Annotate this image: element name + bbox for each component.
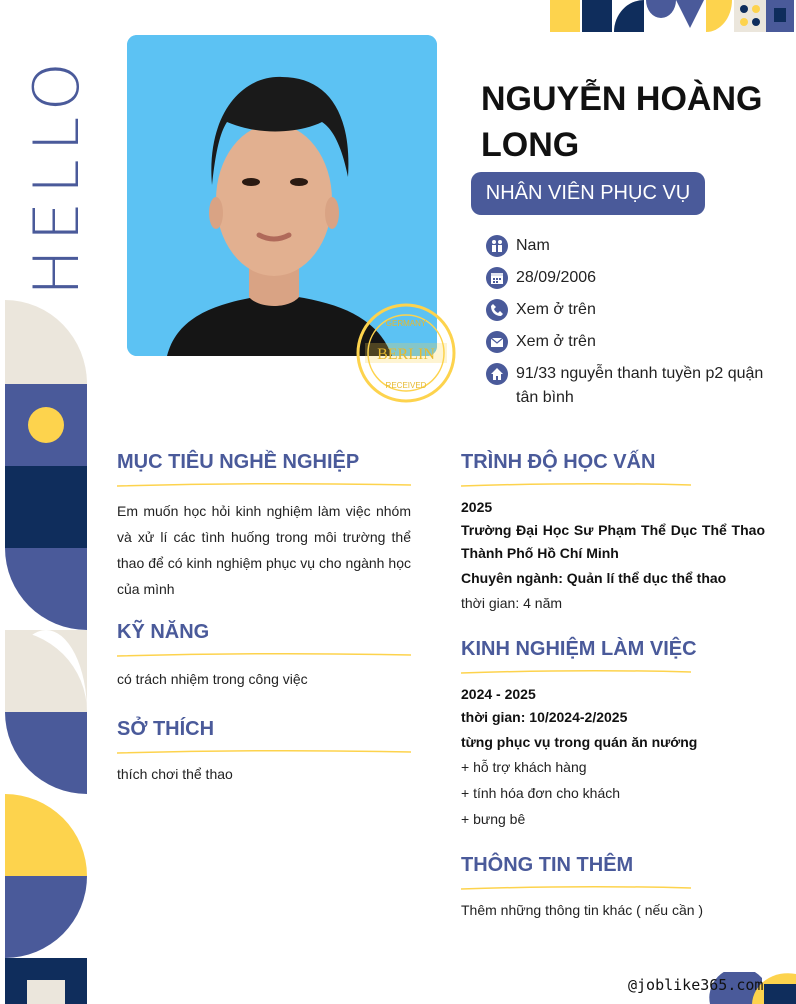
education-school: Trường Đại Học Sư Phạm Thể Dục Thể Thao Thành Phố Hồ Chí Minh: [461, 522, 765, 561]
top-decoration: [548, 0, 796, 32]
dob-value: 28/09/2006: [516, 269, 597, 286]
experience-position: từng phục vụ trong quán ăn nướng: [461, 734, 698, 750]
contact-dob: [486, 267, 776, 290]
experience-task: + tính hóa đơn cho khách: [461, 785, 621, 801]
hello-vertical-text: HELLO: [20, 54, 93, 296]
gender-icon: [486, 235, 508, 257]
phone-value: Xem ở trên: [516, 301, 596, 318]
experience-period: thời gian: 10/2024-2/2025: [461, 709, 628, 725]
section-title: THÔNG TIN THÊM: [461, 854, 634, 876]
contact-email: [486, 331, 776, 354]
objective-text: Em muốn học hỏi kinh nghiệm làm việc nhóm và xử lí các tình huống trong môi trường thể thao để có kinh nghiệm phục vụ cho ngành học của mình: [117, 503, 411, 597]
education-major: Chuyên ngành: Quản lí thể dục thể thao: [461, 570, 727, 586]
job-title-badge: NHÂN VIÊN PHỤC VỤ: [471, 172, 705, 215]
skills-text: có trách nhiệm trong công việc: [117, 671, 308, 687]
candidate-name: NGUYỄN HOÀNG LONG: [481, 80, 763, 164]
mail-icon: [486, 331, 508, 353]
experience-years: 2024 - 2025: [461, 686, 536, 702]
watermark: @joblike365.com: [628, 976, 764, 994]
section-title: KINH NGHIỆM LÀM VIỆC: [461, 638, 697, 660]
home-icon: [486, 363, 508, 385]
section-underline: [461, 668, 691, 674]
objective-section: [117, 451, 411, 602]
hobbies-text: thích chơi thể thao: [117, 766, 233, 782]
experience-section: [461, 638, 765, 832]
phone-icon: [486, 299, 508, 321]
section-title: SỞ THÍCH: [117, 718, 215, 740]
education-duration: thời gian: 4 năm: [461, 595, 563, 611]
stamp-top-text: GERMANY: [385, 319, 427, 328]
section-underline: [461, 884, 691, 890]
email-value: Xem ở trên: [516, 333, 596, 350]
education-year: 2025: [461, 499, 493, 515]
experience-task: + hỗ trợ khách hàng: [461, 759, 587, 775]
address-value: 91/33 nguyễn thanh tuyền p2 quận tân bình: [516, 365, 764, 406]
skills-section: [117, 621, 411, 692]
contact-gender: [486, 235, 776, 258]
hobbies-section: [117, 718, 411, 787]
section-underline: [461, 481, 691, 487]
section-title: MỤC TIÊU NGHỀ NGHIỆP: [117, 451, 360, 473]
section-title: KỸ NĂNG: [117, 621, 210, 643]
stamp-center-text: BERLIN: [377, 346, 435, 363]
section-underline: [117, 481, 411, 487]
contact-phone: [486, 299, 776, 322]
section-title: TRÌNH ĐỘ HỌC VẤN: [461, 451, 656, 473]
contact-address: [486, 363, 776, 410]
section-underline: [117, 651, 411, 657]
left-decoration-strip: [5, 300, 87, 1004]
section-underline: [117, 748, 411, 754]
gender-value: Nam: [516, 237, 550, 254]
extra-info-section: [461, 854, 765, 923]
calendar-icon: [486, 267, 508, 289]
stamp-bottom-text: RECEIVED: [385, 381, 427, 390]
extra-info-text: Thêm những thông tin khác ( nếu cần ): [461, 902, 704, 918]
experience-task: + bưng bê: [461, 811, 526, 827]
education-section: [461, 451, 765, 616]
berlin-stamp: [355, 302, 457, 404]
